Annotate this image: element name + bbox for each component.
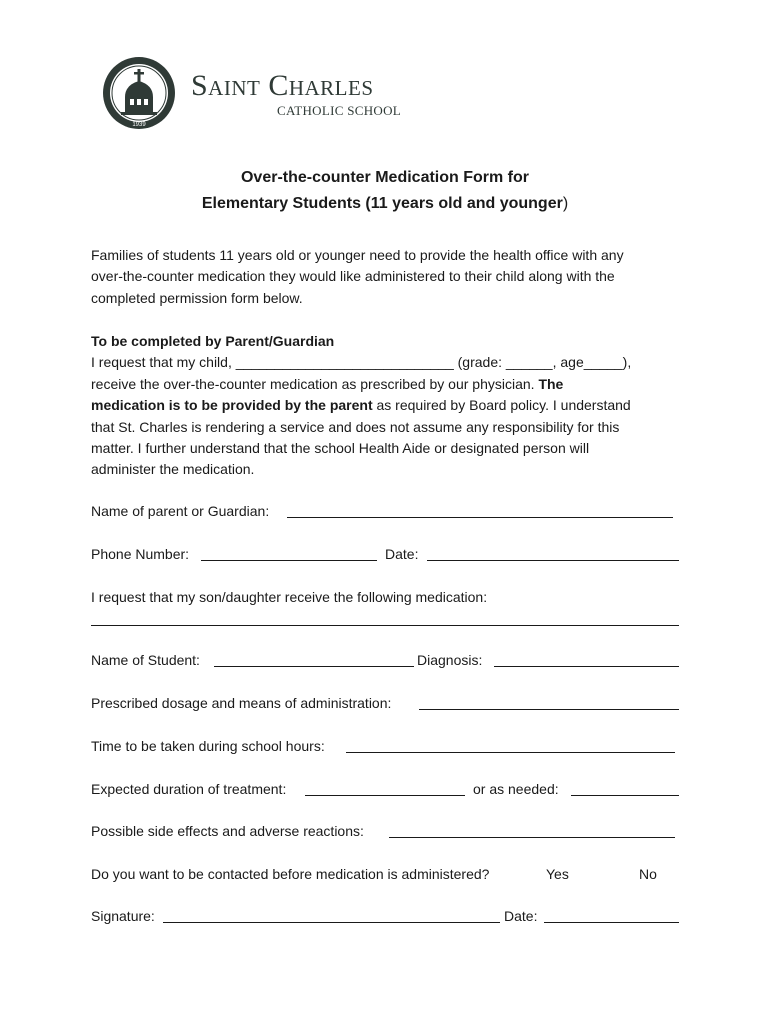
medication-request-row xyxy=(91,589,681,609)
contact-row xyxy=(91,866,681,886)
side-effects-field[interactable] xyxy=(389,823,675,838)
form-title-line2-close: ) xyxy=(562,195,569,212)
text-segment: receive the over-the-counter medication as prescribed by our physician. xyxy=(91,375,539,392)
parent-paragraph-line: that St. Charles is rendering a service and does not assume any responsibility for this xyxy=(91,418,620,435)
dosage-field[interactable] xyxy=(419,695,679,710)
dosage-label: Prescribed dosage and means of administration: xyxy=(91,695,392,711)
as-needed-label: or as needed: xyxy=(473,781,559,797)
medication-request-label: I request that my son/daughter receive the following medication: xyxy=(91,589,488,605)
signature-date-label: Date: xyxy=(504,908,538,924)
parent-name-row xyxy=(91,503,681,523)
date-label: Date: xyxy=(385,546,419,562)
diagnosis-label: Diagnosis: xyxy=(417,652,483,668)
signature-field[interactable] xyxy=(163,908,500,923)
duration-row xyxy=(91,781,681,801)
school-seal-icon xyxy=(101,55,177,131)
bold-segment: medication is to be provided by the parent xyxy=(91,397,373,414)
student-name-label: Name of Student: xyxy=(91,652,200,668)
yes-option[interactable]: Yes xyxy=(546,866,569,882)
intro-line: completed permission form below. xyxy=(91,289,303,306)
duration-field[interactable] xyxy=(305,781,465,796)
contact-question: Do you want to be contacted before medication is administered? xyxy=(91,866,490,882)
student-diagnosis-row xyxy=(91,652,681,672)
form-title-line2 xyxy=(0,195,770,213)
bold-segment: The xyxy=(538,375,564,392)
text-segment: as required by Board policy. I understand xyxy=(372,397,631,414)
dosage-row xyxy=(91,695,681,715)
side-effects-label: Possible side effects and adverse reactions: xyxy=(91,823,364,839)
student-name-field[interactable] xyxy=(214,652,414,667)
intro-paragraph xyxy=(91,245,691,309)
time-field[interactable] xyxy=(346,738,675,753)
time-row xyxy=(91,738,681,758)
form-title-line2-bold: Elementary Students (11 years old and younger xyxy=(201,195,563,212)
parent-paragraph-line: matter. I further understand that the school Health Aide or designated person will xyxy=(91,440,590,457)
parent-section xyxy=(91,331,691,481)
phone-label: Phone Number: xyxy=(91,546,190,562)
phone-field[interactable] xyxy=(201,546,377,561)
as-needed-field[interactable] xyxy=(571,781,679,796)
medication-field[interactable] xyxy=(91,625,679,626)
seal-year: 1939 xyxy=(132,122,146,128)
intro-line: Families of students 11 years old or younger need to provide the health office with any xyxy=(91,247,624,263)
signature-row xyxy=(91,908,681,928)
parent-name-label: Name of parent or Guardian: xyxy=(91,503,270,519)
school-logo xyxy=(101,55,401,135)
parent-paragraph-line xyxy=(91,374,691,395)
time-label: Time to be taken during school hours: xyxy=(91,738,325,754)
phone-date-row xyxy=(91,546,681,566)
parent-paragraph-line: administer the medication. xyxy=(91,461,255,478)
signature-label: Signature: xyxy=(91,908,155,924)
side-effects-row xyxy=(91,823,681,843)
school-name: Saint Charles xyxy=(191,69,374,102)
parent-request-line: I request that my child, ____________________________ (grade: ______, age_____), xyxy=(91,354,632,371)
duration-label: Expected duration of treatment: xyxy=(91,781,287,797)
parent-name-field[interactable] xyxy=(287,503,673,518)
parent-paragraph-line xyxy=(91,395,691,416)
school-subtitle: CATHOLIC SCHOOL xyxy=(277,103,402,118)
diagnosis-field[interactable] xyxy=(494,652,679,667)
date-field[interactable] xyxy=(427,546,679,561)
parent-section-heading: To be completed by Parent/Guardian xyxy=(91,333,335,349)
no-option[interactable]: No xyxy=(639,866,657,882)
signature-date-field[interactable] xyxy=(544,908,679,923)
intro-line: over-the-counter medication they would like administered to their child along with the xyxy=(91,268,615,285)
form-title-line1: Over-the-counter Medication Form for xyxy=(240,169,530,186)
